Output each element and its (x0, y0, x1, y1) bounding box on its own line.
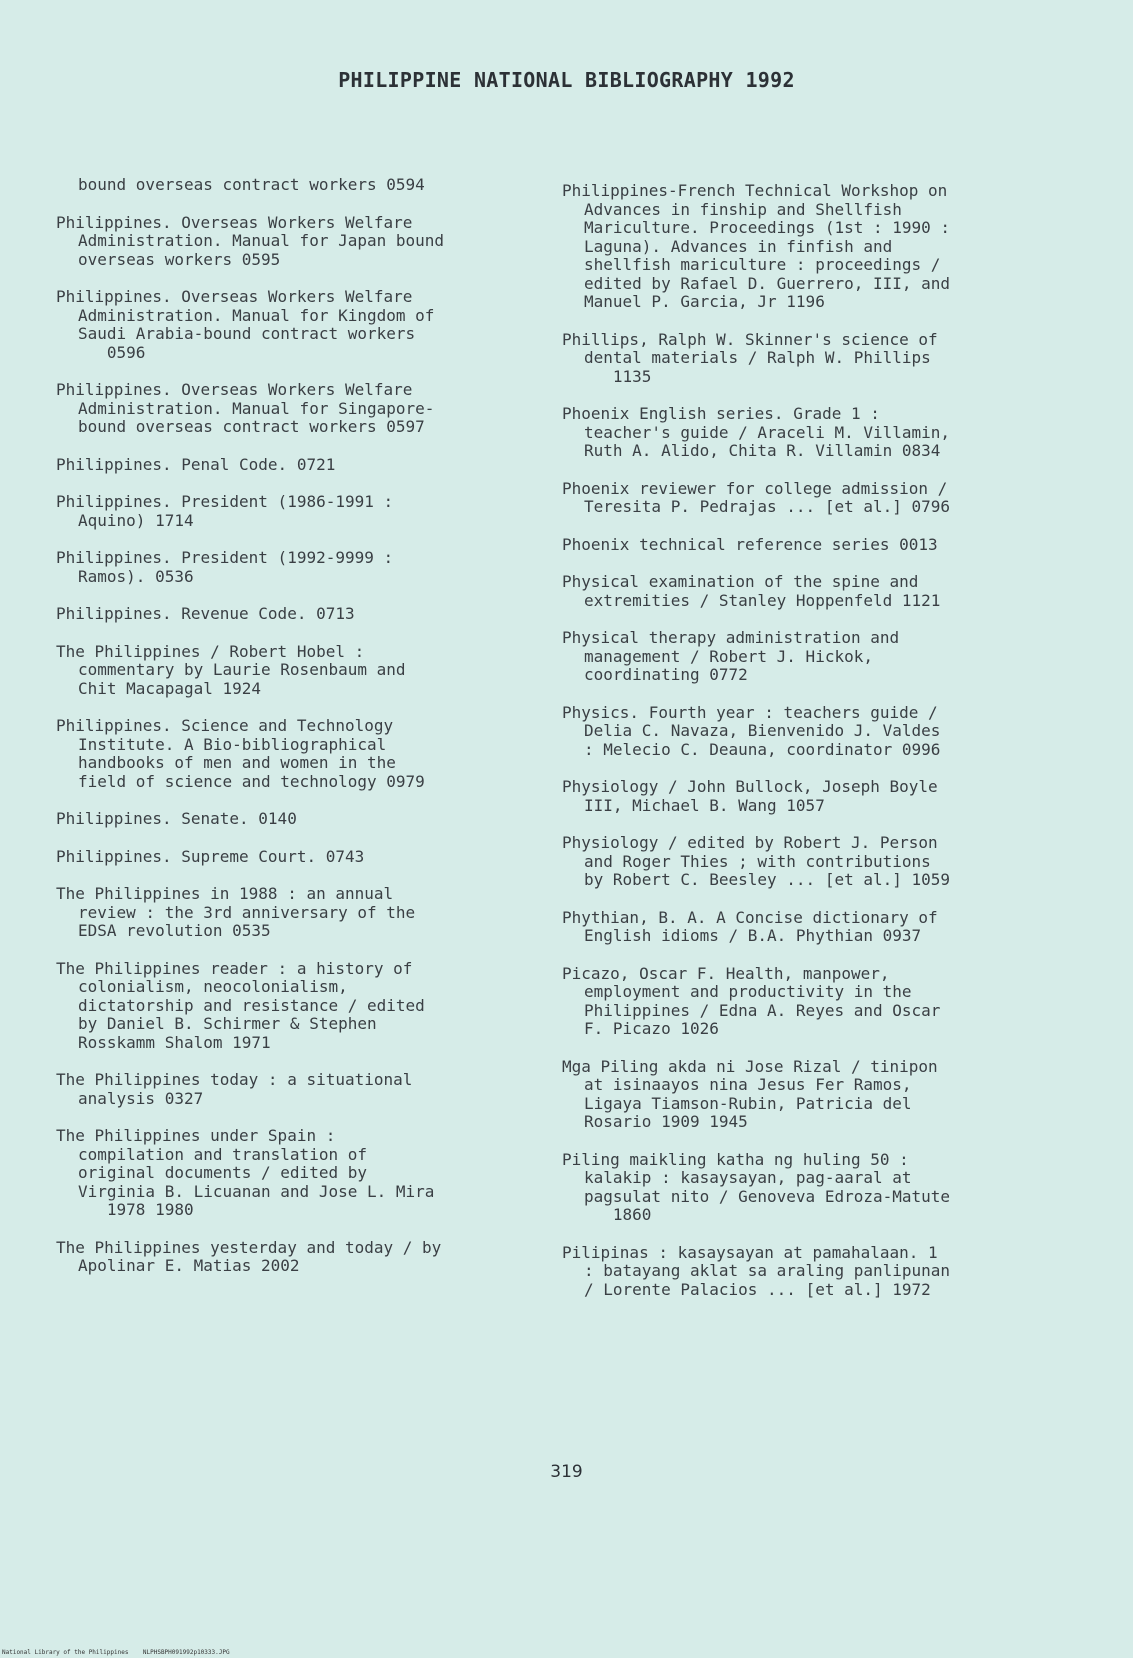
bibliography-entry: Philippines. Penal Code. 0721 (56, 454, 336, 474)
bibliography-entry: Phillips, Ralph W. Skinner's science of dental materials / Ralph W. Phillips 1135 (562, 329, 938, 386)
bibliography-entry: Philippines. Revenue Code. 0713 (56, 604, 355, 623)
right-column (562, 182, 1042, 1318)
page-title: PHILIPPINE NATIONAL BIBLIOGRAPHY 1992 (338, 68, 795, 92)
bibliography-entry: Physical examination of the spine and extremities / Stanley Hoppenfeld 1121 (562, 572, 941, 610)
bibliography-entry: Philippines. President (1986-1991 : Aquino) 1714 (56, 492, 394, 530)
bibliography-entry: Philippines-French Technical Workshop on Advances in finship and Shellfish Mariculture. Proceedings (1st : 1990 : Laguna). Advances in finfish and shellfish mariculture : proceedings / edited by Rafael D. Guerrero, III, and Manuel P. Garcia, Jr 1196 (562, 181, 951, 311)
bibliography-entry: The Philippines reader : a history of colonialism, neocolonialism, dictatorship and resistance / edited by Daniel B. Schirmer & Stephen Rosskamm Shalom 1971 (56, 958, 425, 1052)
bibliography-entry: Phoenix technical reference series 0013 (562, 534, 938, 554)
bibliography-entry: Physics. Fourth year : teachers guide / Delia C. Navaza, Bienvenido J. Valdes : Melecio C. Deauna, coordinator 0996 (562, 702, 941, 759)
bibliography-entry: The Philippines / Robert Hobel : commentary by Laurie Rosenbaum and Chit Macapagal 1924 (56, 641, 406, 698)
bibliography-entry: Piling maikling katha ng huling 50 : kalakip : kasaysayan, pag-aaral at pagsulat nito / Genoveva Edroza-Matute 1860 (562, 1149, 951, 1224)
bibliography-entry: Picazo, Oscar F. Health, manpower, employment and productivity in the Philippines / Edna A. Reyes and Oscar F. Picazo 1026 (562, 963, 941, 1038)
bibliography-entry: Phoenix reviewer for college admission / Teresita P. Pedrajas ... [et al.] 0796 (562, 478, 951, 516)
bibliography-entry: The Philippines in 1988 : an annual review : the 3rd anniversary of the EDSA revolution 0535 (56, 884, 416, 940)
bibliography-entry: Philippines. Science and Technology Institute. A Bio-bibliographical handbooks of men and women in the field of science and technology 0979 (56, 716, 425, 791)
bibliography-entry: Philippines. Senate. 0140 (56, 809, 297, 828)
bibliography-entry: Phoenix English series. Grade 1 : teacher's guide / Araceli M. Villamin, Ruth A. Alido, Chita R. Villamin 0834 (562, 404, 951, 460)
bibliography-entry: The Philippines yesterday and today / by Apolinar E. Matias 2002 (56, 1237, 442, 1275)
footer-credit: National Library of the Philippines NLPHSBPH091992p10333.JPG (2, 1649, 230, 1656)
bibliography-entry: Phythian, B. A. A Concise dictionary of English idioms / B.A. Phythian 0937 (562, 907, 938, 945)
bibliography-entry: Mga Piling akda ni Jose Rizal / tinipon at isinaayos nina Jesus Fer Ramos, Ligaya Tiamson-Rubin, Patricia del Rosario 1909 1945 (562, 1056, 938, 1131)
bibliography-entry: Philippines. Overseas Workers Welfare Administration. Manual for Japan bound overseas workers 0595 (56, 212, 445, 269)
bibliography-entry: Philippines. Overseas Workers Welfare Administration. Manual for Singapore- bound overseas contract workers 0597 (56, 380, 435, 436)
bibliography-entry: Physiology / edited by Robert J. Person and Roger Thies ; with contributions by Robert C. Beesley ... [et al.] 1059 (562, 833, 951, 889)
bibliography-entry: Philippines. President (1992-9999 : Ramos). 0536 (56, 548, 394, 586)
bibliography-entry: The Philippines under Spain : compilation and translation of original documents / edited by Virginia B. Licuanan and Jose L. Mira 1978 1980 (56, 1126, 435, 1219)
bibliography-entry: bound overseas contract workers 0594 (78, 175, 425, 194)
bibliography-entry: Pilipinas : kasaysayan at pamahalaan. 1 : batayang aklat sa araling panlipunan / Lorente Palacios ... [et al.] 1972 (562, 1242, 951, 1299)
bibliography-entry: Philippines. Overseas Workers Welfare Administration. Manual for Kingdom of Saudi Arabia-bound contract workers 0596 (56, 287, 435, 362)
page-number: 319 (550, 1462, 583, 1482)
bibliography-entry: Physical therapy administration and management / Robert J. Hickok, coordinating 0772 (562, 628, 900, 684)
bibliography-entry: Philippines. Supreme Court. 0743 (56, 846, 365, 866)
bibliography-entry: The Philippines today : a situational analysis 0327 (56, 1070, 413, 1108)
left-column (56, 176, 526, 1295)
bibliography-entry: Physiology / John Bullock, Joseph Boyle III, Michael B. Wang 1057 (562, 777, 938, 815)
